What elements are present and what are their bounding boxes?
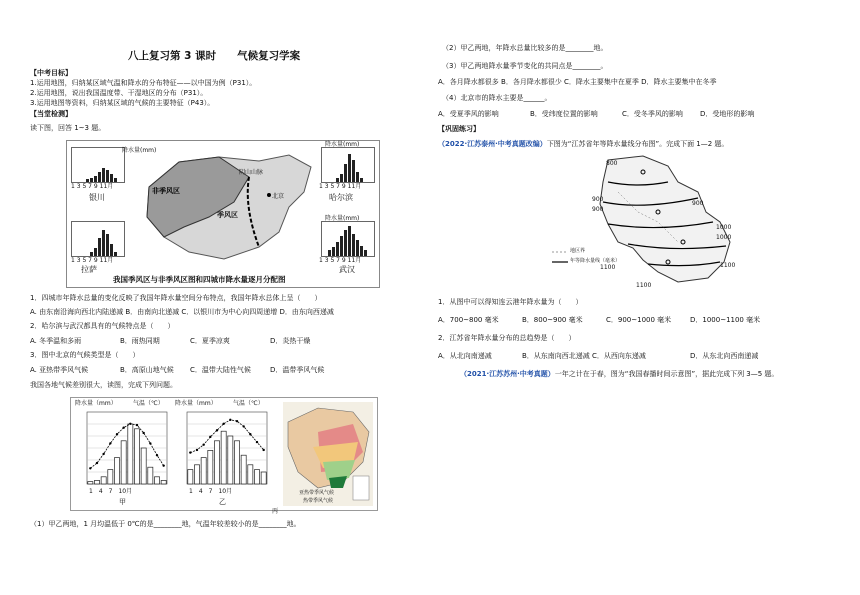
r-q1-opt-b: B．800~900 毫米 (522, 316, 583, 324)
legend-isohyet: 年等降水量线（毫米） (570, 258, 621, 264)
unit-haerbin: 降水量(mm) (325, 141, 360, 148)
precip-bar (261, 472, 266, 484)
fill-q4-opt-d: D．受地形的影响 (700, 110, 755, 118)
q3-opt-c: C．温带大陆性气候 (190, 366, 251, 374)
source-2-line (460, 370, 778, 379)
precip-bar (228, 436, 233, 484)
precip-bar (114, 458, 119, 484)
chart-yinchuan (71, 147, 125, 183)
consolidate-header: 【巩固练习】 (438, 125, 480, 133)
isohyet-1000b: 1000 (716, 234, 732, 241)
q3-opt-a: A. 亚热带季风气候 (30, 366, 89, 374)
chart-lasa (71, 221, 125, 257)
months-yinchuan: 1 3 5 7 9 11月 (71, 183, 114, 190)
source-2: （2021·江苏苏州·中考真题） (460, 370, 555, 378)
precip-bar (101, 477, 106, 484)
jia-months: 1 4 7 10月 (89, 488, 133, 495)
jia-label: 甲 (119, 498, 126, 506)
unit-yinchuan: 降水量(mm) (122, 147, 157, 154)
precip-bar (94, 480, 99, 484)
region-monsoon: 季风区 (217, 211, 238, 219)
isohyet-900b: 900 (592, 206, 604, 213)
q1: 1．四城市年降水总量的变化反映了我国年降水量空间分布特点，我国年降水总体上呈（ ） (30, 294, 322, 302)
goal-3: 3.运用地图等资料，归纳某区域的气候的主要特征（P43）。 (30, 99, 215, 107)
chart-wuhan (321, 221, 375, 257)
fill-q4: （4）北京市的降水主要是______。 (442, 94, 552, 102)
precip-bar (194, 465, 199, 484)
isohyet-900a: 900 (592, 196, 604, 203)
city-wuhan: 武汉 (339, 265, 355, 274)
goal-2: 2.运用地图，说出我国温度带、干湿地区的分布（P31）。 (30, 89, 208, 97)
precip-bar (201, 458, 206, 484)
chart-haerbin (321, 147, 375, 183)
source-1-line (438, 140, 728, 149)
precip-bar (128, 424, 133, 484)
map2-label-bing: 丙 (272, 508, 279, 515)
precip-bar (161, 480, 166, 484)
isohyet-800: 800 (606, 160, 618, 167)
temp-line (90, 424, 163, 469)
jia-precip-unit: 降水量（mm） (75, 400, 117, 407)
precip-bar (214, 441, 219, 484)
fill-q3: （3）甲乙两地降水量季节变化的共同点是________。 (442, 62, 608, 70)
unit-wuhan: 降水量(mm) (325, 215, 360, 222)
right-column (430, 0, 860, 595)
intro-2: 我国各地气候差别很大，读图，完成下列问题。 (30, 381, 177, 389)
precip-bar (248, 465, 253, 484)
precip-bar (108, 470, 113, 484)
precip-bar (241, 455, 246, 484)
city-haerbin: 哈尔滨 (329, 193, 353, 202)
r-q2-opt-d: D．从东北向西南递减 (690, 352, 759, 360)
isohyet-1100a: 1100 (600, 264, 616, 271)
precip-bar (148, 467, 153, 484)
precip-bar (254, 470, 259, 484)
yi-months: 1 4 7 10月 (189, 488, 233, 495)
isohyet-1100c: 1100 (636, 282, 652, 289)
legend-tropical: 热带季风气候 (303, 498, 334, 504)
place-yinshan: 阴山山脉 (239, 169, 264, 176)
goal-1: 1.运用地图，归纳某区域气温和降水的分布特征——以中国为例（P31）。 (30, 79, 257, 87)
q2-opt-d: D．炎热干燥 (270, 337, 311, 345)
region-nonmonsoon: 非季风区 (152, 187, 180, 195)
fill-q4-opt-a: A．受夏季风的影响 (438, 110, 499, 118)
place-beijing: 北京 (272, 193, 285, 200)
precip-bar (208, 450, 213, 484)
precip-bar (154, 477, 159, 484)
r-q1-opt-c: C．900~1000 毫米 (606, 316, 672, 324)
r-q2-opt-bc: B．从东南向西北递减 C．从西向东递减 (522, 352, 646, 360)
isohyet-900c: 900 (692, 200, 704, 207)
q2-opt-b: B．雨热同期 (120, 337, 160, 345)
q2-opt-c: C．夏季凉爽 (190, 337, 230, 345)
yi-label: 乙 (219, 498, 226, 506)
fill-q1: （1）甲乙两地，1 月均温低于 0℃的是________地，气温年较差较小的是________地。 (30, 520, 301, 528)
r-q1-opt-d: D．1000~1100 毫米 (690, 316, 761, 324)
temp-line (190, 420, 263, 453)
q2: 2．哈尔滨与武汉都具有的气候特点是（ ） (30, 322, 175, 330)
map1-caption: 我国季风区与非季风区图和四城市降水量逐月分配图 (113, 275, 286, 284)
source-2-text: 一年之计在于春，图为“我国春播时间示意图”，据此完成下列 3—5 题。 (554, 370, 779, 378)
jia-temp-unit: 气温（℃） (133, 400, 164, 407)
monsoon-map-figure (66, 140, 380, 288)
fill-q4-opt-b: B．受纬度位置的影响 (530, 110, 598, 118)
q3: 3．图中北京的气候类型是（ ） (30, 351, 140, 359)
legend-subtropical: 亚热带季风气候 (299, 490, 335, 496)
check-header: 【当堂检测】 (30, 110, 72, 118)
goals-header: 【中考目标】 (30, 69, 72, 77)
q2-opt-a: A. 冬季温和多雨 (30, 337, 82, 345)
q3-opt-d: D．温带季风气候 (270, 366, 325, 374)
yi-temp-unit: 气温（℃） (233, 400, 264, 407)
r-q2-opt-a: A．从北向南递减 (438, 352, 492, 360)
precip-bar (134, 429, 139, 484)
fill-q2: （2）甲乙两地，年降水总量比较多的是________地。 (442, 44, 608, 52)
source-1-text: 下图为“江苏省年等降水量线分布图”。完成下面 1—2 题。 (546, 140, 729, 148)
legend-border: 地区界 (570, 248, 586, 254)
q3-opt-b: B．高原山地气候 (120, 366, 174, 374)
fill-q3-options: A．各月降水都很多 B．各月降水都很少 C．降水主要集中在夏季 D．降水主要集中在冬季 (438, 78, 717, 86)
precip-bar (121, 441, 126, 484)
climate-figure (70, 397, 378, 511)
r-q2: 2．江苏省年降水量分布的总趋势是（ ） (438, 334, 576, 342)
precip-bar (221, 431, 226, 484)
city-lasa: 拉萨 (81, 265, 97, 274)
intro-1: 读下图，回答 1~3 题。 (30, 124, 106, 132)
monsoon-map (139, 147, 319, 265)
yi-precip-unit: 降水量（mm） (175, 400, 217, 407)
isohyet-1100b: 1100 (720, 262, 736, 269)
city-yinchuan: 银川 (89, 193, 105, 202)
isohyet-1000a: 1000 (716, 224, 732, 231)
months-lasa: 1 3 5 7 9 11月 (71, 257, 114, 264)
page-title: 八上复习第 3 课时 气候复习学案 (128, 50, 301, 62)
precip-bar (188, 470, 193, 484)
precip-bar (88, 482, 93, 484)
months-wuhan: 1 3 5 7 9 11月 (319, 257, 362, 264)
fill-q4-opt-c: C．受冬季风的影响 (622, 110, 683, 118)
r-q1-opt-a: A．700~800 毫米 (438, 316, 499, 324)
source-1: （2022·江苏泰州·中考真题改编） (438, 140, 547, 148)
q1-options: A. 由东南沿海向西北内陆递减 B．由南向北递减 C．以银川市为中心向四周递增 D．由东向西递减 (30, 308, 334, 316)
precip-bar (234, 441, 239, 484)
months-haerbin: 1 3 5 7 9 11月 (319, 183, 362, 190)
r-q1: 1．从图中可以得知连云港年降水量为（ ） (438, 298, 583, 306)
precip-bar (141, 448, 146, 484)
